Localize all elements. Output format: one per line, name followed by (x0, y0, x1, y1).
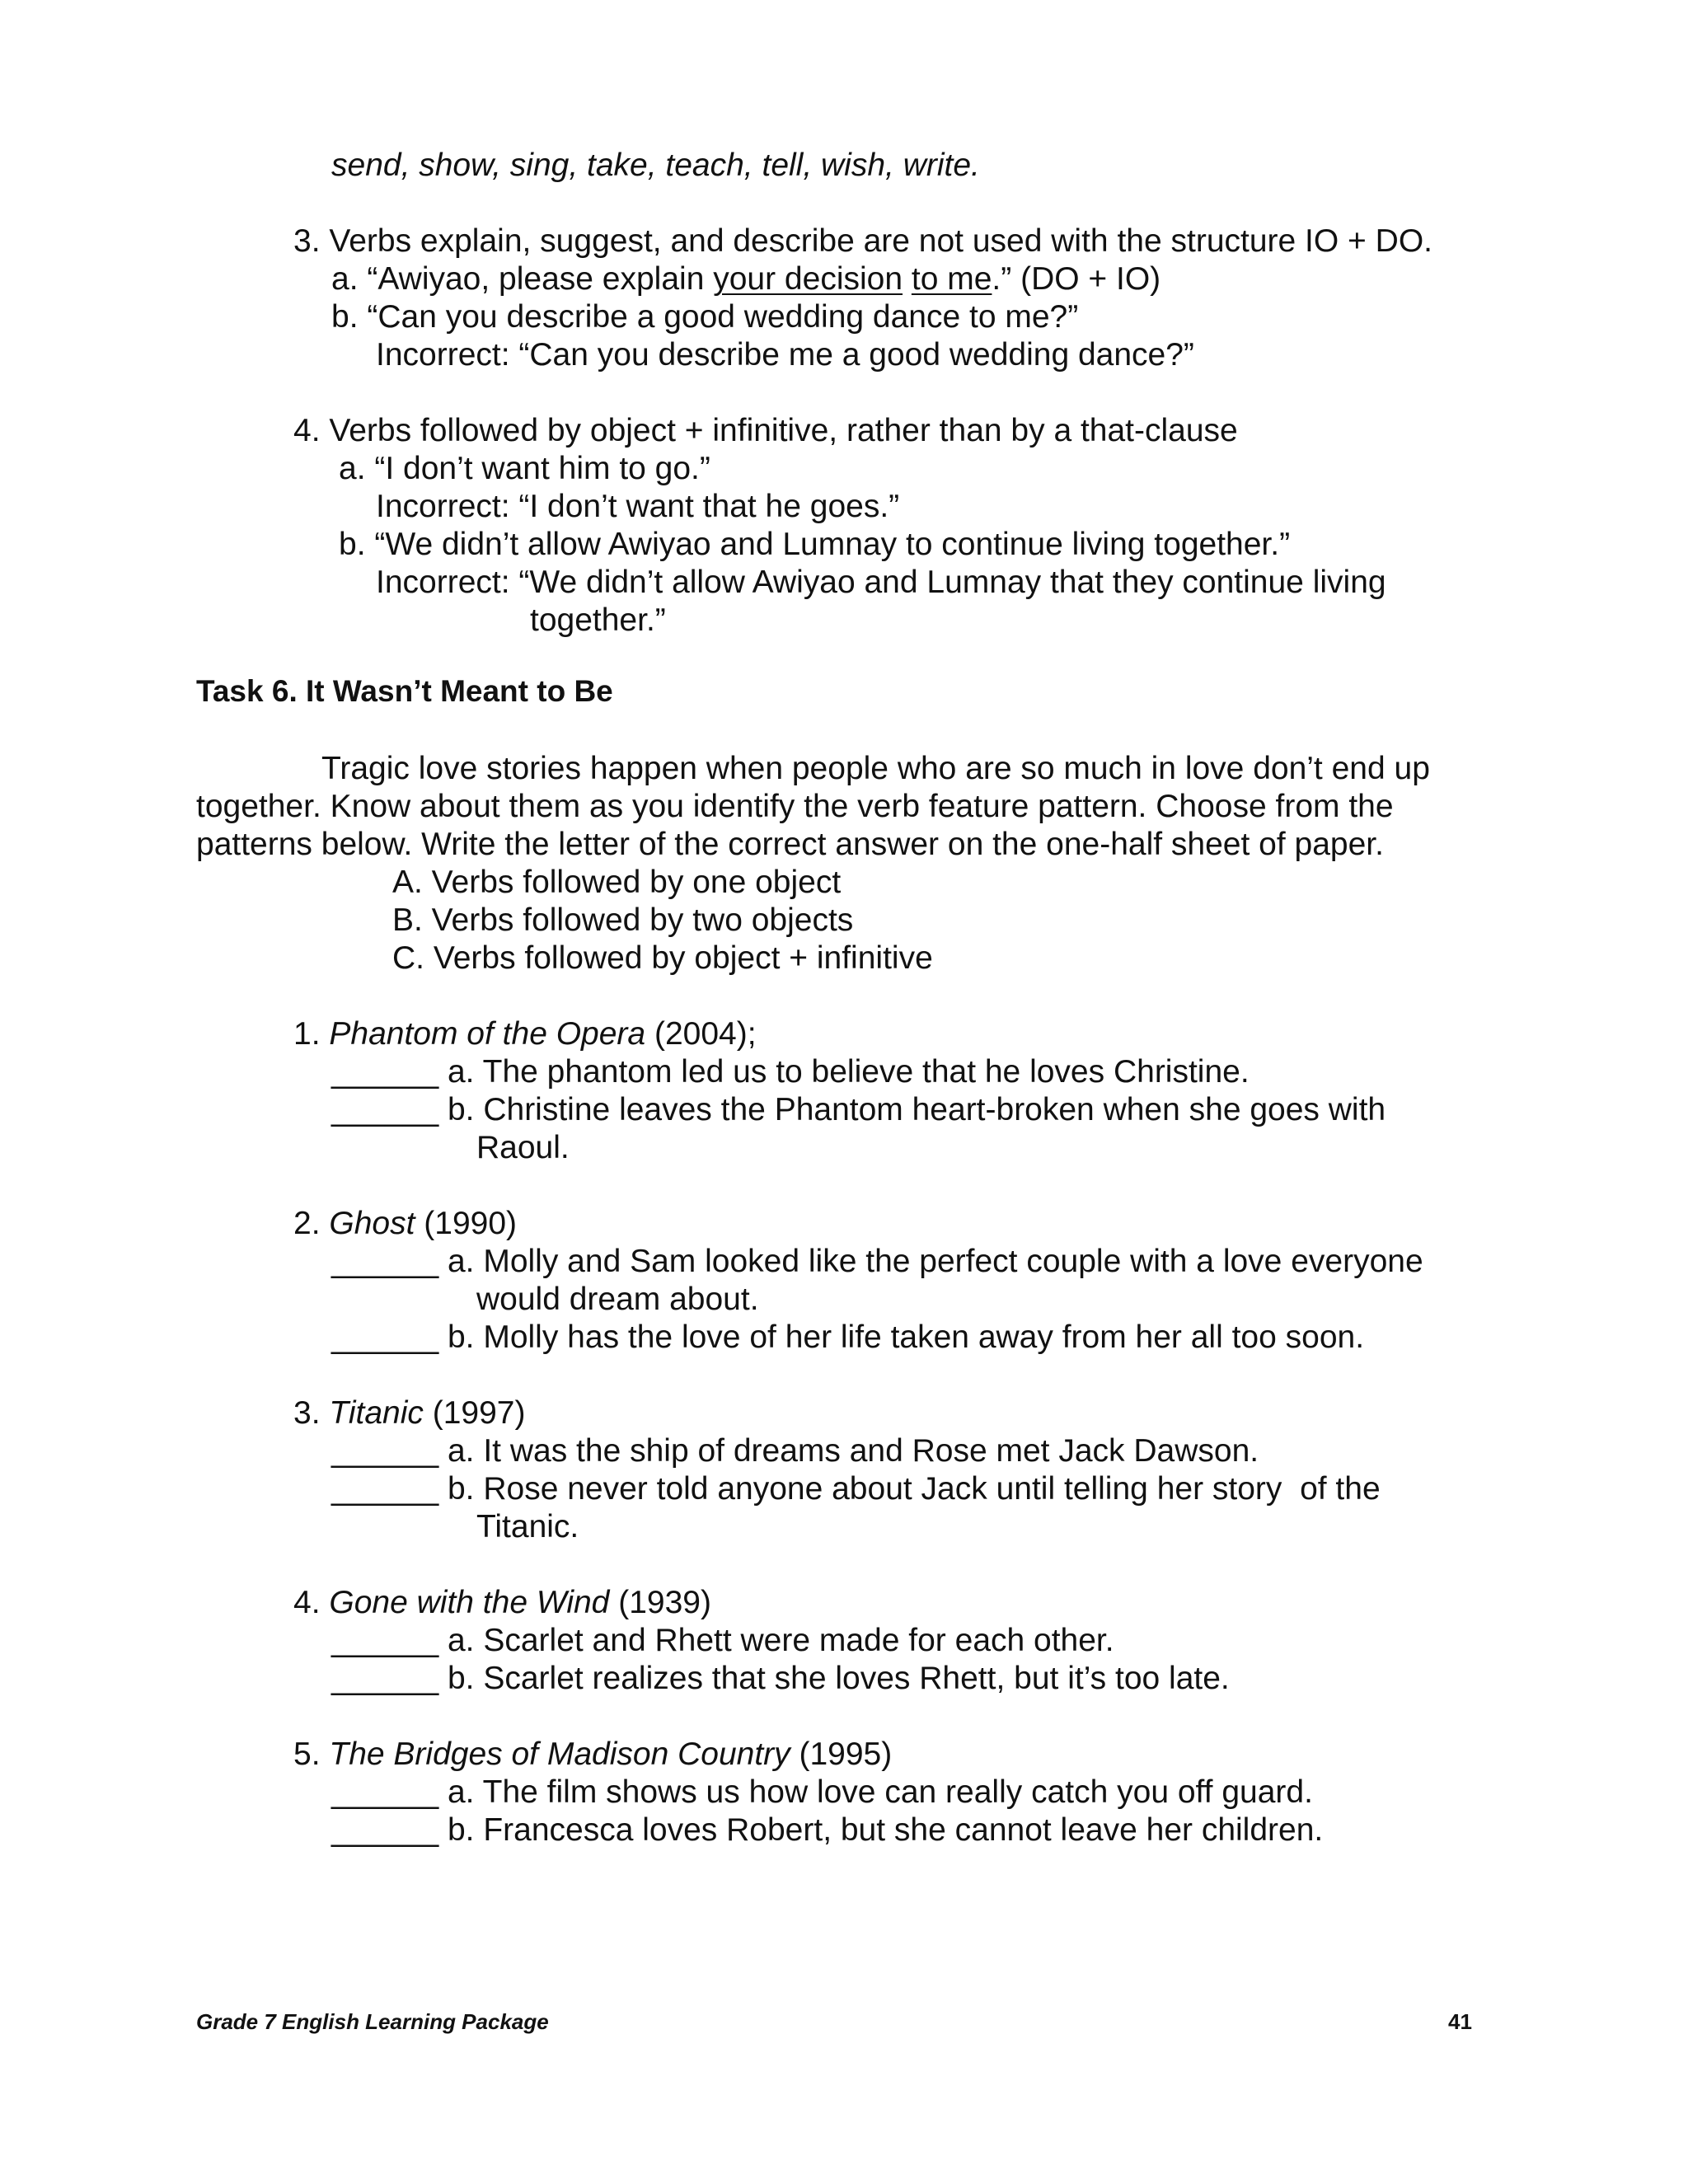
item-2b (331, 1319, 1364, 1357)
sentence-text: a. The film shows us how love can really catch you off guard. (447, 1774, 1313, 1810)
item-1b-continued: Raoul. (476, 1130, 570, 1165)
answer-blank[interactable]: ______ (331, 1661, 439, 1696)
rule-3-example-a-prefix: a. “Awiyao, please explain (331, 261, 714, 297)
sentence-text: b. Scarlet realizes that she loves Rhett, but it’s too late. (447, 1661, 1230, 1696)
film-year: (1995) (790, 1736, 893, 1772)
item-3a (331, 1432, 1259, 1470)
rule-4-example-a-incorrect: Incorrect: “I don’t want that he goes.” (376, 489, 900, 524)
rule-3-text: 3. Verbs explain, suggest, and describe are not used with the structure IO + DO. (293, 223, 1433, 259)
rule-3-example-a-suffix: .” (DO + IO) (992, 261, 1161, 297)
film-year: (1990) (415, 1206, 518, 1241)
film-year: (1997) (423, 1395, 526, 1431)
item-3-heading (293, 1394, 525, 1432)
film-year: (2004); (645, 1016, 757, 1052)
answer-blank[interactable]: ______ (331, 1244, 439, 1279)
item-3b-continued: Titanic. (476, 1509, 579, 1544)
item-2-heading (293, 1205, 517, 1243)
task-heading: Task 6. It Wasn’t Meant to Be (196, 674, 613, 708)
item-1-heading (293, 1015, 757, 1053)
rule-4-example-a: a. “I don’t want him to go.” (339, 451, 710, 486)
item-4a (331, 1622, 1114, 1660)
item-number: 3. (293, 1395, 330, 1431)
option-a: A. Verbs followed by one object (392, 865, 842, 900)
task-instructions-line-1: Tragic love stories happen when people who are so much in love don’t end up (321, 751, 1430, 786)
sentence-text: b. Christine leaves the Phantom heart-broken when she goes with (447, 1092, 1386, 1127)
item-number: 1. (293, 1016, 330, 1052)
answer-blank[interactable]: ______ (331, 1092, 439, 1127)
direct-object-underlined: your decision (713, 261, 903, 297)
item-number: 5. (293, 1736, 330, 1772)
film-year: (1939) (609, 1585, 711, 1620)
sentence-text: a. The phantom led us to believe that he loves Christine. (447, 1054, 1250, 1090)
rule-4-example-b-incorrect-2: together.” (530, 602, 666, 638)
footer-title: Grade 7 English Learning Package (196, 2009, 549, 2034)
rule-4-example-b-incorrect-1: Incorrect: “We didn’t allow Awiyao and Lumnay that they continue living (376, 565, 1386, 600)
verb-list-continuation: send, show, sing, take, teach, tell, wish, write. (331, 148, 980, 183)
item-2a (331, 1243, 1423, 1281)
sentence-text: a. Molly and Sam looked like the perfect couple with a love everyone (447, 1244, 1423, 1279)
film-title: Gone with the Wind (329, 1585, 610, 1620)
item-1a (331, 1053, 1250, 1091)
item-3b (331, 1470, 1381, 1508)
sentence-text: b. Francesca loves Robert, but she cannot leave her children. (447, 1812, 1324, 1848)
answer-blank[interactable]: ______ (331, 1774, 439, 1810)
task-instructions-line-3: patterns below. Write the letter of the correct answer on the one-half sheet of paper. (196, 827, 1384, 862)
page-number: 41 (1448, 2009, 1472, 2034)
item-4b (331, 1660, 1230, 1698)
film-title: Ghost (329, 1206, 415, 1241)
sentence-text: b. Molly has the love of her life taken away from her all too soon. (447, 1319, 1365, 1355)
answer-blank[interactable]: ______ (331, 1812, 439, 1848)
answer-blank[interactable]: ______ (331, 1319, 439, 1355)
answer-blank[interactable]: ______ (331, 1433, 439, 1469)
item-1b (331, 1091, 1386, 1129)
option-c: C. Verbs followed by object + infinitive (392, 940, 933, 976)
item-5b (331, 1811, 1323, 1849)
rule-4-example-b: b. “We didn’t allow Awiyao and Lumnay to continue living together.” (339, 527, 1291, 562)
film-title: The Bridges of Madison Country (329, 1736, 790, 1772)
answer-blank[interactable]: ______ (331, 1471, 439, 1507)
film-title: Phantom of the Opera (329, 1016, 646, 1052)
item-2a-continued: would dream about. (476, 1282, 759, 1317)
rule-4-text: 4. Verbs followed by object + infinitive, rather than by a that-clause (293, 413, 1238, 448)
item-5a (331, 1774, 1313, 1811)
item-number: 4. (293, 1585, 330, 1620)
sentence-text: a. It was the ship of dreams and Rose met Jack Dawson. (447, 1433, 1259, 1469)
film-title: Titanic (329, 1395, 424, 1431)
sentence-text: b. Rose never told anyone about Jack until telling her story of the (447, 1471, 1381, 1507)
answer-blank[interactable]: ______ (331, 1623, 439, 1658)
indirect-object-underlined: to me (911, 261, 992, 297)
task-instructions-line-2: together. Know about them as you identify the verb feature pattern. Choose from the (196, 789, 1394, 824)
sentence-text: a. Scarlet and Rhett were made for each other. (447, 1623, 1114, 1658)
option-b: B. Verbs followed by two objects (392, 902, 854, 938)
answer-blank[interactable]: ______ (331, 1054, 439, 1090)
rule-3-example-b: b. “Can you describe a good wedding dance to me?” (331, 299, 1079, 335)
item-4-heading (293, 1584, 711, 1622)
rule-3-example-b-incorrect: Incorrect: “Can you describe me a good wedding dance?” (376, 337, 1194, 373)
item-number: 2. (293, 1206, 330, 1241)
rule-3-example-a (331, 260, 1160, 298)
item-5-heading (293, 1736, 892, 1774)
